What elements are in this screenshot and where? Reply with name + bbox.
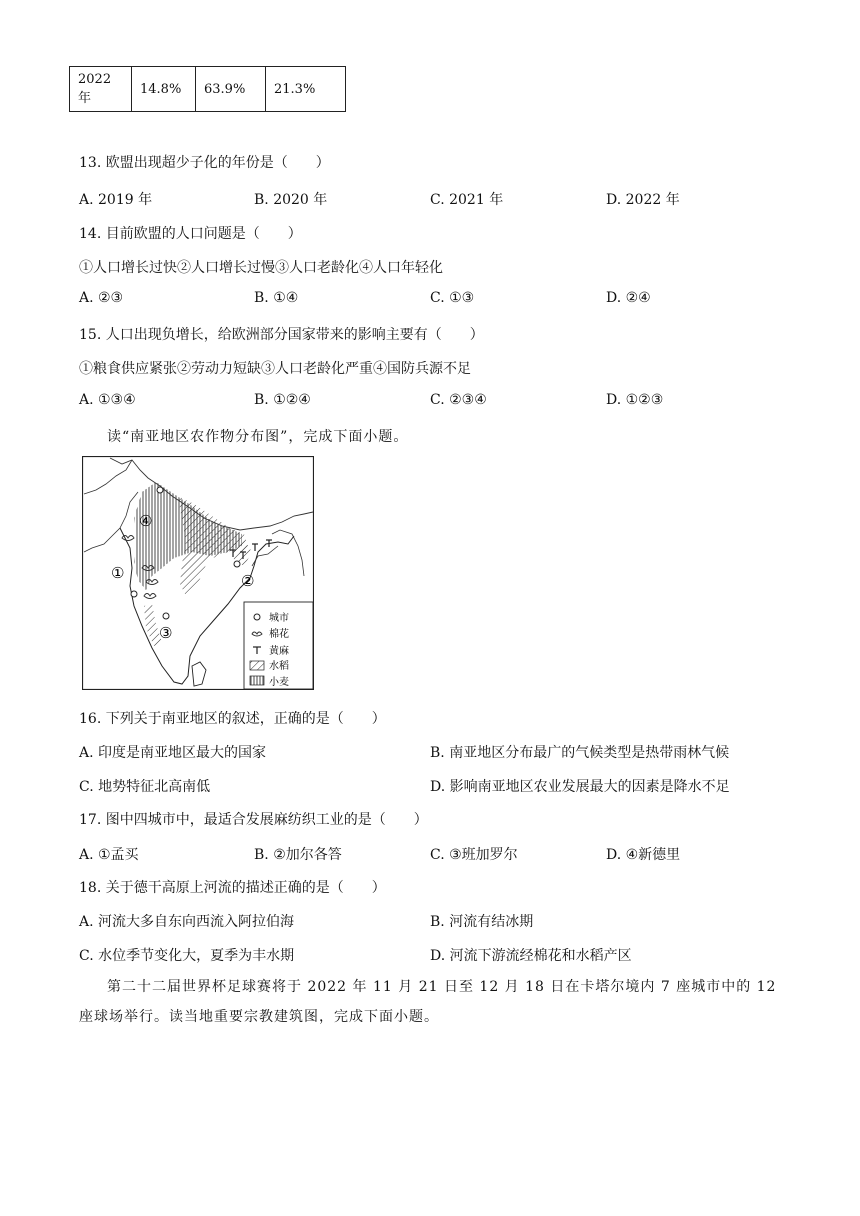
q16-option-b[interactable]: B. 南亚地区分布最广的气候类型是热带雨林气候 — [430, 745, 730, 761]
table-cell-year: 2022 年 — [70, 67, 132, 112]
q13-option-b[interactable]: B. 2020 年 — [254, 192, 328, 208]
q13-option-d[interactable]: D. 2022 年 — [606, 192, 680, 208]
q13-option-c[interactable]: C. 2021 年 — [430, 192, 504, 208]
city-marker-4 — [157, 487, 163, 493]
table-row — [70, 67, 346, 112]
legend-jute: 黄麻 — [269, 646, 289, 657]
q16-option-c[interactable]: C. 地势特征北高南低 — [79, 779, 211, 795]
question-18-stem: 18. 关于德干高原上河流的描述正确的是（ ） — [79, 880, 386, 896]
legend-cotton: 棉花 — [269, 629, 289, 640]
question-15-stem: 15. 人口出现负增长，给欧洲部分国家带来的影响主要有（ ） — [79, 327, 484, 343]
q15-option-b[interactable]: B. ①②④ — [254, 392, 311, 408]
q14-option-d[interactable]: D. ②④ — [606, 290, 651, 306]
question-16-stem: 16. 下列关于南亚地区的叙述，正确的是（ ） — [79, 711, 386, 727]
population-table — [69, 66, 346, 112]
question-14-items: ①人口增长过快②人口增长过慢③人口老龄化④人口年轻化 — [79, 260, 443, 276]
legend-city: 城市 — [269, 613, 289, 624]
question-13-stem: 13. 欧盟出现超少子化的年份是（ ） — [79, 155, 330, 171]
map-label-4: ④ — [139, 512, 153, 530]
q18-option-d[interactable]: D. 河流下游流经棉花和水稻产区 — [430, 948, 632, 964]
legend-rice-swatch — [250, 661, 264, 670]
south-asia-crop-map — [82, 456, 314, 690]
question-14-stem: 14. 目前欧盟的人口问题是（ ） — [79, 226, 302, 242]
table-cell-value: 14.8% — [132, 67, 196, 112]
q15-option-a[interactable]: A. ①③④ — [79, 392, 136, 408]
map-legend — [244, 602, 313, 689]
legend-wheat: 小麦 — [269, 677, 289, 688]
q17-option-a[interactable]: A. ①孟买 — [79, 847, 139, 863]
q14-option-b[interactable]: B. ①④ — [254, 290, 299, 306]
legend-city-icon — [254, 614, 260, 620]
legend-wheat-swatch — [250, 676, 264, 685]
q17-option-b[interactable]: B. ②加尔各答 — [254, 847, 342, 863]
q14-option-a[interactable]: A. ②③ — [79, 290, 124, 306]
q16-option-a[interactable]: A. 印度是南亚地区最大的国家 — [79, 745, 267, 761]
legend-rice: 水稻 — [269, 661, 289, 672]
table-cell-value: 63.9% — [196, 67, 266, 112]
q13-option-a[interactable]: A. 2019 年 — [79, 192, 153, 208]
worldcup-intro: 第二十二届世界杯足球赛将于 2022 年 11 月 21 日至 12 月 18 日在卡塔尔境内 7 座城市中的 12 座球场举行。读当地重要宗教建筑图，完成下面小题。 — [79, 979, 777, 1025]
q18-option-a[interactable]: A. 河流大多自东向西流入阿拉伯海 — [79, 914, 295, 930]
q18-option-c[interactable]: C. 水位季节变化大，夏季为丰水期 — [79, 948, 295, 964]
q14-option-c[interactable]: C. ①③ — [430, 290, 475, 306]
q16-option-d[interactable]: D. 影响南亚地区农业发展最大的因素是降水不足 — [430, 779, 730, 795]
q18-option-b[interactable]: B. 河流有结冰期 — [430, 914, 534, 930]
question-15-items: ①粮食供应紧张②劳动力短缺③人口老龄化严重④国防兵源不足 — [79, 361, 471, 377]
q15-option-d[interactable]: D. ①②③ — [606, 392, 664, 408]
city-marker-1 — [131, 591, 137, 597]
q17-option-c[interactable]: C. ③班加罗尔 — [430, 847, 518, 863]
q15-option-c[interactable]: C. ②③④ — [430, 392, 487, 408]
city-marker-2 — [234, 561, 240, 567]
map-label-1: ① — [111, 564, 125, 582]
map-intro: 读“南亚地区农作物分布图”，完成下面小题。 — [107, 429, 409, 445]
table-cell-value: 21.3% — [266, 67, 346, 112]
map-label-3: ③ — [159, 624, 173, 642]
q17-option-d[interactable]: D. ④新德里 — [606, 847, 681, 863]
map-label-2: ② — [241, 572, 255, 590]
question-17-stem: 17. 图中四城市中，最适合发展麻纺织工业的是（ ） — [79, 812, 428, 828]
city-marker-3 — [163, 613, 169, 619]
